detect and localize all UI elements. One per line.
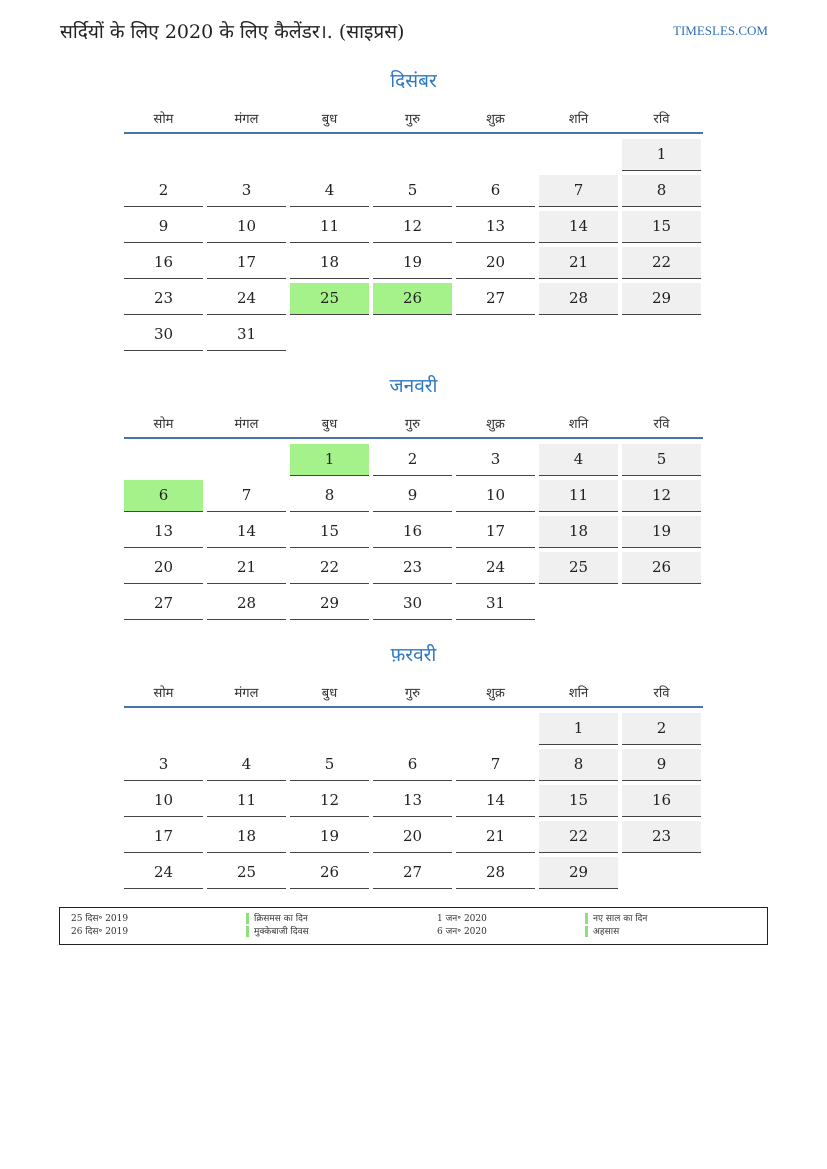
day-cell: 15 — [622, 211, 701, 243]
day-cell: 13 — [124, 516, 203, 548]
day-cell: 17 — [207, 247, 286, 279]
day-cell: 17 — [456, 516, 535, 548]
legend-date: 25 दिस॰ 2019 — [71, 914, 129, 924]
day-cell: 2 — [373, 444, 452, 476]
legend-date: 26 दिस॰ 2019 — [71, 927, 129, 937]
day-cell: 29 — [622, 283, 701, 315]
weekday-header — [124, 409, 703, 437]
week-row — [124, 516, 703, 548]
week-row — [124, 857, 703, 889]
day-cell: 15 — [290, 516, 369, 548]
day-cell: 28 — [207, 588, 286, 620]
empty-day-cell — [290, 139, 369, 171]
day-cell: 3 — [456, 444, 535, 476]
weekday-label: शनि — [568, 417, 589, 432]
weekday-label: शुक्र — [486, 686, 505, 701]
day-cell: 16 — [622, 785, 701, 817]
day-cell: 14 — [207, 516, 286, 548]
weekday-label: सोम — [153, 112, 174, 127]
header-divider — [124, 706, 703, 708]
empty-day-cell — [373, 139, 452, 171]
weekday-label: मंगल — [234, 686, 259, 701]
weekday-header — [124, 678, 703, 706]
empty-day-cell — [124, 444, 203, 476]
empty-day-cell — [373, 319, 452, 351]
day-cell: 4 — [207, 749, 286, 781]
day-cell: 23 — [622, 821, 701, 853]
day-cell: 23 — [373, 552, 452, 584]
empty-day-cell — [622, 588, 701, 620]
holiday-marker — [585, 926, 588, 937]
holiday-legend — [59, 907, 768, 945]
legend-name: अहसास — [593, 927, 620, 937]
week-row — [124, 785, 703, 817]
day-cell: 10 — [207, 211, 286, 243]
day-cell: 22 — [290, 552, 369, 584]
month-december — [124, 66, 703, 355]
day-cell: 31 — [456, 588, 535, 620]
day-cell: 30 — [124, 319, 203, 351]
day-cell: 4 — [290, 175, 369, 207]
day-cell: 11 — [539, 480, 618, 512]
day-cell: 22 — [622, 247, 701, 279]
weekday-label: रवि — [653, 112, 670, 127]
day-cell: 25 — [539, 552, 618, 584]
legend-date: 6 जन॰ 2020 — [437, 927, 487, 937]
legend-item — [246, 926, 309, 938]
week-row — [124, 821, 703, 853]
legend-date: 1 जन॰ 2020 — [437, 914, 487, 924]
month-january — [124, 371, 703, 624]
day-cell: 12 — [290, 785, 369, 817]
weekday-label: गुरु — [404, 112, 421, 127]
holiday-day-cell: 6 — [124, 480, 203, 512]
day-cell: 9 — [373, 480, 452, 512]
day-cell: 20 — [456, 247, 535, 279]
week-row — [124, 749, 703, 781]
day-cell: 16 — [124, 247, 203, 279]
month-title: दिसंबर — [390, 70, 437, 92]
day-cell: 6 — [456, 175, 535, 207]
empty-day-cell — [124, 713, 203, 745]
day-grid — [124, 444, 703, 620]
empty-day-cell — [622, 319, 701, 351]
day-cell: 18 — [539, 516, 618, 548]
holiday-marker — [585, 913, 588, 924]
day-grid — [124, 139, 703, 351]
day-cell: 17 — [124, 821, 203, 853]
day-cell: 1 — [622, 139, 701, 171]
day-cell: 2 — [622, 713, 701, 745]
day-cell: 7 — [207, 480, 286, 512]
day-cell: 29 — [539, 857, 618, 889]
empty-day-cell — [456, 139, 535, 171]
day-cell: 19 — [373, 247, 452, 279]
holiday-marker — [246, 926, 249, 937]
day-cell: 24 — [456, 552, 535, 584]
holiday-day-cell: 25 — [290, 283, 369, 315]
empty-day-cell — [539, 588, 618, 620]
day-cell: 20 — [124, 552, 203, 584]
weekday-label: सोम — [153, 686, 174, 701]
day-cell: 23 — [124, 283, 203, 315]
day-cell: 7 — [539, 175, 618, 207]
week-row — [124, 211, 703, 243]
week-row — [124, 247, 703, 279]
day-cell: 28 — [456, 857, 535, 889]
day-cell: 10 — [124, 785, 203, 817]
weekday-label: रवि — [653, 686, 670, 701]
weekday-label: मंगल — [234, 112, 259, 127]
day-cell: 14 — [456, 785, 535, 817]
empty-day-cell — [539, 139, 618, 171]
legend-item — [585, 926, 619, 938]
day-cell: 9 — [622, 749, 701, 781]
day-cell: 19 — [622, 516, 701, 548]
day-cell: 21 — [456, 821, 535, 853]
day-cell: 3 — [124, 749, 203, 781]
weekday-label: गुरु — [404, 686, 421, 701]
weekday-label: शनि — [568, 112, 589, 127]
day-cell: 28 — [539, 283, 618, 315]
weekday-label: बुध — [321, 112, 338, 127]
day-cell: 27 — [373, 857, 452, 889]
legend-name: मुक्केबाजी दिवस — [254, 927, 309, 937]
week-row — [124, 283, 703, 315]
day-cell: 16 — [373, 516, 452, 548]
empty-day-cell — [373, 713, 452, 745]
empty-day-cell — [207, 713, 286, 745]
empty-day-cell — [456, 713, 535, 745]
day-cell: 18 — [290, 247, 369, 279]
day-cell: 8 — [290, 480, 369, 512]
empty-day-cell — [124, 139, 203, 171]
week-row — [124, 444, 703, 476]
holiday-day-cell: 26 — [373, 283, 452, 315]
week-row — [124, 588, 703, 620]
week-row — [124, 319, 703, 351]
empty-day-cell — [207, 444, 286, 476]
legend-item — [585, 913, 647, 925]
holiday-marker — [246, 913, 249, 924]
weekday-label: सोम — [153, 417, 174, 432]
holiday-day-cell: 1 — [290, 444, 369, 476]
day-cell: 24 — [207, 283, 286, 315]
day-cell: 12 — [622, 480, 701, 512]
header-divider — [124, 437, 703, 439]
day-cell: 5 — [290, 749, 369, 781]
month-title: फ़रवरी — [390, 644, 437, 666]
day-cell: 7 — [456, 749, 535, 781]
day-cell: 24 — [124, 857, 203, 889]
empty-day-cell — [539, 319, 618, 351]
day-cell: 6 — [373, 749, 452, 781]
day-cell: 1 — [539, 713, 618, 745]
day-cell: 10 — [456, 480, 535, 512]
day-cell: 11 — [207, 785, 286, 817]
site-link[interactable]: TIMESLES.COM — [673, 23, 768, 38]
day-cell: 19 — [290, 821, 369, 853]
day-cell: 26 — [290, 857, 369, 889]
day-cell: 5 — [622, 444, 701, 476]
day-cell: 3 — [207, 175, 286, 207]
weekday-label: शुक्र — [486, 417, 505, 432]
weekday-label: शनि — [568, 686, 589, 701]
day-cell: 13 — [373, 785, 452, 817]
day-cell: 20 — [373, 821, 452, 853]
week-row — [124, 552, 703, 584]
weekday-label: रवि — [653, 417, 670, 432]
day-cell: 15 — [539, 785, 618, 817]
day-cell: 8 — [622, 175, 701, 207]
legend-name: नए साल का दिन — [593, 914, 648, 924]
page-title: सर्दियों के लिए 2020 के लिए कैलेंडर।. (साइप्रस) — [60, 21, 405, 43]
day-cell: 2 — [124, 175, 203, 207]
legend-name: क्रिसमस का दिन — [254, 914, 308, 924]
week-row — [124, 139, 703, 171]
weekday-header — [124, 104, 703, 132]
weekday-label: शुक्र — [486, 112, 505, 127]
legend-item — [246, 913, 308, 925]
month-february — [124, 640, 703, 893]
day-cell: 21 — [207, 552, 286, 584]
day-cell: 30 — [373, 588, 452, 620]
day-grid — [124, 713, 703, 889]
weekday-label: गुरु — [404, 417, 421, 432]
day-cell: 27 — [456, 283, 535, 315]
day-cell: 13 — [456, 211, 535, 243]
weekday-label: बुध — [321, 686, 338, 701]
empty-day-cell — [207, 139, 286, 171]
day-cell: 29 — [290, 588, 369, 620]
day-cell: 11 — [290, 211, 369, 243]
day-cell: 26 — [622, 552, 701, 584]
day-cell: 5 — [373, 175, 452, 207]
week-row — [124, 175, 703, 207]
day-cell: 4 — [539, 444, 618, 476]
day-cell: 21 — [539, 247, 618, 279]
empty-day-cell — [456, 319, 535, 351]
day-cell: 18 — [207, 821, 286, 853]
empty-day-cell — [290, 319, 369, 351]
empty-day-cell — [622, 857, 701, 889]
day-cell: 9 — [124, 211, 203, 243]
day-cell: 8 — [539, 749, 618, 781]
day-cell: 22 — [539, 821, 618, 853]
weekday-label: मंगल — [234, 417, 259, 432]
day-cell: 31 — [207, 319, 286, 351]
day-cell: 14 — [539, 211, 618, 243]
week-row — [124, 480, 703, 512]
week-row — [124, 713, 703, 745]
day-cell: 27 — [124, 588, 203, 620]
weekday-label: बुध — [321, 417, 338, 432]
day-cell: 25 — [207, 857, 286, 889]
header-divider — [124, 132, 703, 134]
day-cell: 12 — [373, 211, 452, 243]
month-title: जनवरी — [389, 375, 438, 397]
empty-day-cell — [290, 713, 369, 745]
